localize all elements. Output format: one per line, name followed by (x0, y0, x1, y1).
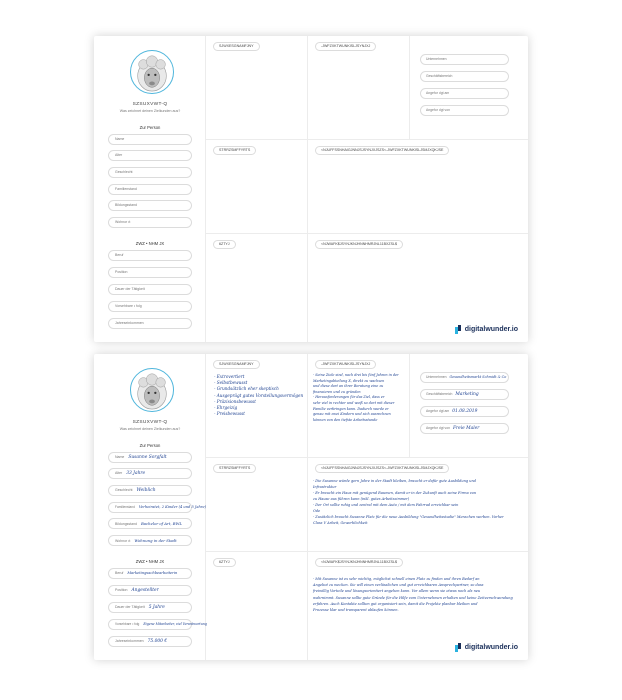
cell-traits (206, 354, 308, 458)
cell-challenges (308, 36, 410, 140)
cell-challenges (308, 354, 410, 458)
persona-template-blank (94, 36, 528, 342)
cell-motivation (206, 458, 308, 552)
age-field[interactable]: Alter (108, 150, 192, 161)
persona-subtitle: Was zeichnet deinen Zielkunden aus? (119, 109, 181, 113)
requested-by-field[interactable]: Angefor •lgt von (420, 105, 509, 116)
persona-subtitle: Was zeichnet deinen Zielkunden aus? (119, 427, 181, 431)
education-field[interactable]: Bildungsstand (108, 200, 192, 211)
persona-name: SZSUXVWT-Q (132, 420, 168, 425)
text-line: - Seine Ziele sind, nach drei bis fünf Jahren in der (313, 373, 399, 377)
approach-heading: <NJWAFK$JSYNJKNJHNNHMRJNL11BXZSL$ (315, 558, 403, 567)
gender-field[interactable]: Geschlecht (108, 167, 192, 178)
list-item: - Preisbewusst (214, 411, 245, 417)
family-status-field[interactable]: Familienstand (108, 184, 192, 195)
job-value: Marketingsachbearbeiterin (127, 571, 178, 575)
position-field[interactable]: Position Angestellter (108, 585, 192, 596)
residence-value: Wohnung in der Stadt (134, 538, 177, 543)
text-line: erfahren. Auch Kontakte sollten gut organisiert sein, damit die Projekte planbar bleiben und (313, 601, 478, 606)
text-line: - Mit Susanne ist es sehr wichtig, möglichst schnell einen Platz zu finden und ihren Bedarf an (313, 577, 480, 581)
traits-list (214, 374, 303, 417)
brand-logo-text: digitalwunder.io (464, 644, 518, 651)
cell-company (410, 36, 528, 140)
approach-text (313, 576, 513, 613)
brand-logo-icon (455, 643, 462, 652)
cell-company (410, 354, 528, 458)
challenges-heading: -JWFZXKTWUNKISLJSYNJXJ (315, 360, 376, 369)
success-field[interactable]: Vorsehbare • folg Eigene Mitarbeiter, viel Verantwortung (108, 619, 192, 630)
name-field[interactable]: Name (108, 134, 192, 145)
approach-heading: <NJWAFK$JSYNJKNJHNNHMRJNL11BXZSL$ (315, 240, 403, 249)
age-value: 33 Jahre (126, 471, 146, 476)
text-line: Infrastruktur (313, 485, 337, 489)
job-section-title: ZWZ • NHM JX (135, 241, 165, 246)
motivation-heading: STRRZSMFFYRTS (213, 464, 256, 473)
text-line: zu Hause aus führen kann (inkl. gutes Arbeitszimmer) (313, 497, 410, 501)
brand-logo-text: digitalwunder.io (464, 326, 518, 333)
cell-expectations (308, 458, 528, 552)
education-value: Bachelor of Art, BWL (141, 521, 183, 526)
text-line: können von den tiefste Arbeitsstunde (313, 417, 378, 422)
job-field[interactable]: Beruf (108, 250, 192, 261)
duration-field[interactable]: Dauer der Tätigkeit 5 Jahre (108, 602, 192, 613)
sheep-illustration (131, 51, 173, 93)
sheep-illustration (131, 369, 173, 411)
family-status-value: Verheiratet, 2 Kinder (4 und 5 Jahre) (138, 505, 207, 509)
job-section-title: ZWZ • NHM JX (135, 559, 165, 564)
text-line: Angebot zu wecken. Sie will einen verlässlichen und gut erreichbaren Ansprechpartner, so dass (313, 583, 484, 588)
traits-heading: SJWXESGNAMFJNY (213, 42, 260, 51)
quotes-heading: 6ZTYJ (213, 240, 236, 249)
brand-logo-icon (455, 325, 462, 334)
cell-expectations (308, 140, 528, 234)
text-line: - Die Susanne würde gern Jahre in der Stadt bleiben, braucht er dafür gute Ausbildung und (313, 479, 477, 483)
requested-on-value: 01.08.2019 (452, 409, 478, 414)
duration-value: 5 Jahre (148, 605, 165, 610)
list-item: - Präzisionsbewusst (214, 398, 256, 404)
business-area-value: Marketing (455, 392, 479, 397)
person-section-title: Zur Person (139, 443, 161, 448)
requested-by-field[interactable]: Angefor •lgt von Freie Maler (420, 423, 509, 434)
success-field[interactable]: Vorsehbare • folg (108, 301, 192, 312)
job-field[interactable]: Beruf Marketingsachbearbeiterin (108, 568, 192, 579)
business-area-field[interactable]: Geschäftsbereich Marketing (420, 389, 509, 400)
income-value: 75.000 € (147, 639, 168, 644)
persona-template-filled (94, 354, 528, 660)
avatar (130, 50, 174, 94)
challenges-heading: -JWFZXKTWUNKISLJSYNJXJ (315, 42, 376, 51)
education-field[interactable]: Bildungsstand Bachelor of Art, BWL (108, 518, 192, 529)
text-line: und diese dort an ihrer Beratung eine zu (313, 384, 384, 389)
success-value: Eigene Mitarbeiter, viel Verantwortung (143, 622, 207, 626)
position-value: Angestellter (131, 588, 159, 593)
list-item: - Extrovertiert (214, 374, 245, 379)
cell-motivation (206, 140, 308, 234)
text-line: - Der Ort sollte ruhig und zentral mit dem Auto / mit dem Fahrrad erreichbar sein (313, 503, 459, 507)
text-line: Class V Arbeit, Gewerblichkeit (313, 521, 368, 525)
requested-on-field[interactable]: Angefor •lgt am 01.08.2019 (420, 406, 509, 417)
challenges-text (313, 373, 399, 423)
residence-field[interactable]: Wohnor •t (108, 217, 192, 228)
text-line: - Er braucht ein Haus mit genügend Raumen, damit er in der Zukunft auch seine Firma von (313, 491, 477, 495)
list-item: - Selbstbewusst (214, 380, 248, 386)
text-line: Familie verbringen kann. Dadurch wurde er (313, 406, 389, 411)
family-status-field[interactable]: Familienstand Verheiratet, 2 Kinder (4 und 5 Jahre) (108, 502, 192, 513)
company-value: Gesundheitsmarkt Schmidt & Co (449, 375, 507, 379)
gender-value: Weiblich (136, 488, 156, 493)
company-field[interactable]: Unternehmen Gesundheitsmarkt Schmidt & Co (420, 372, 509, 383)
residence-field[interactable]: Wohnor •t Wohnung in der Stadt (108, 535, 192, 546)
cell-quotes (206, 234, 308, 342)
text-line: Marketingabteilung X, direkt zu wachsen (313, 378, 385, 383)
text-line: - Herausforderungen für das Ziel, dass er (313, 395, 385, 400)
brand-logo[interactable] (455, 643, 518, 652)
cell-traits (206, 36, 308, 140)
text-line: sehr viel in rechter und weiß so dort mit dieser (313, 400, 395, 405)
person-section-title: Zur Person (139, 125, 161, 130)
text-line: finanzieren und zu gründen (313, 389, 361, 394)
text-line: - Zusätzlich braucht Susanne Platz für die neue Ausbildung "Gesundheitsstudie" Menschen werben. Vorher (313, 515, 504, 519)
duration-field[interactable]: Dauer der Tätigkeit (108, 284, 192, 295)
persona-sidebar (94, 354, 206, 660)
business-area-field[interactable]: Geschäftsbereich (420, 71, 509, 82)
list-item: - Ehrgeizig (214, 405, 238, 411)
requested-on-field[interactable]: Angefor •lgt am (420, 88, 509, 99)
expectations-text (313, 478, 504, 526)
text-line: freiwillig Vorteile und lösungsorientiert angehen kann. Vor allem wenn sie etwas noch als neu (313, 589, 481, 594)
gender-field[interactable]: Geschlecht Weiblich (108, 485, 192, 496)
text-line: Prozesse klar und transparent ablaufen können. (313, 608, 399, 613)
avatar (130, 368, 174, 412)
text-line: genau mit zwei Kindern und sich ausrechnen (313, 412, 391, 417)
text-line: Ode (313, 509, 321, 513)
name-value: Susanne Sorgfalt (128, 455, 167, 460)
brand-logo[interactable] (455, 325, 518, 334)
expectations-heading: <NJUFFSSNHAIGJNNJSJSYNJXJSZS<-JWFZXKTWUNKISLJSMJXQKJSE (315, 464, 449, 473)
expectations-heading: <NJUFFSSNHAIGJNNJSJSYNJXJSZS<-JWFZXKTWUNKISLJSMJXQKJSE (315, 146, 449, 155)
text-line: wahrnimmt. Susanne sollte gute Gründe für die Hilfe vom Unternehmen erhalten und keine Zeitverschwendung (313, 595, 513, 600)
company-field[interactable]: Unternehmen (420, 54, 509, 65)
income-field[interactable]: Jahreseinkommen (108, 318, 192, 329)
income-field[interactable]: Jahreseinkommen 75.000 € (108, 636, 192, 647)
age-field[interactable]: Alter 33 Jahre (108, 468, 192, 479)
position-field[interactable]: Position (108, 267, 192, 278)
name-field[interactable]: Name Susanne Sorgfalt (108, 452, 192, 463)
quotes-heading: 6ZTYJ (213, 558, 236, 567)
traits-heading: SJWXESGNAMFJNY (213, 360, 260, 369)
requested-by-value: Freie Maler (453, 426, 480, 431)
motivation-heading: STRRZSMFFYRTS (213, 146, 256, 155)
list-item: - Grundsätzlich eher skeptisch (214, 386, 279, 392)
persona-sidebar (94, 36, 206, 342)
persona-name: SZSUXVWT-Q (132, 102, 168, 107)
cell-quotes (206, 552, 308, 660)
list-item: - Ausgeprägt gutes Vorstellungsvermögen (214, 392, 304, 398)
